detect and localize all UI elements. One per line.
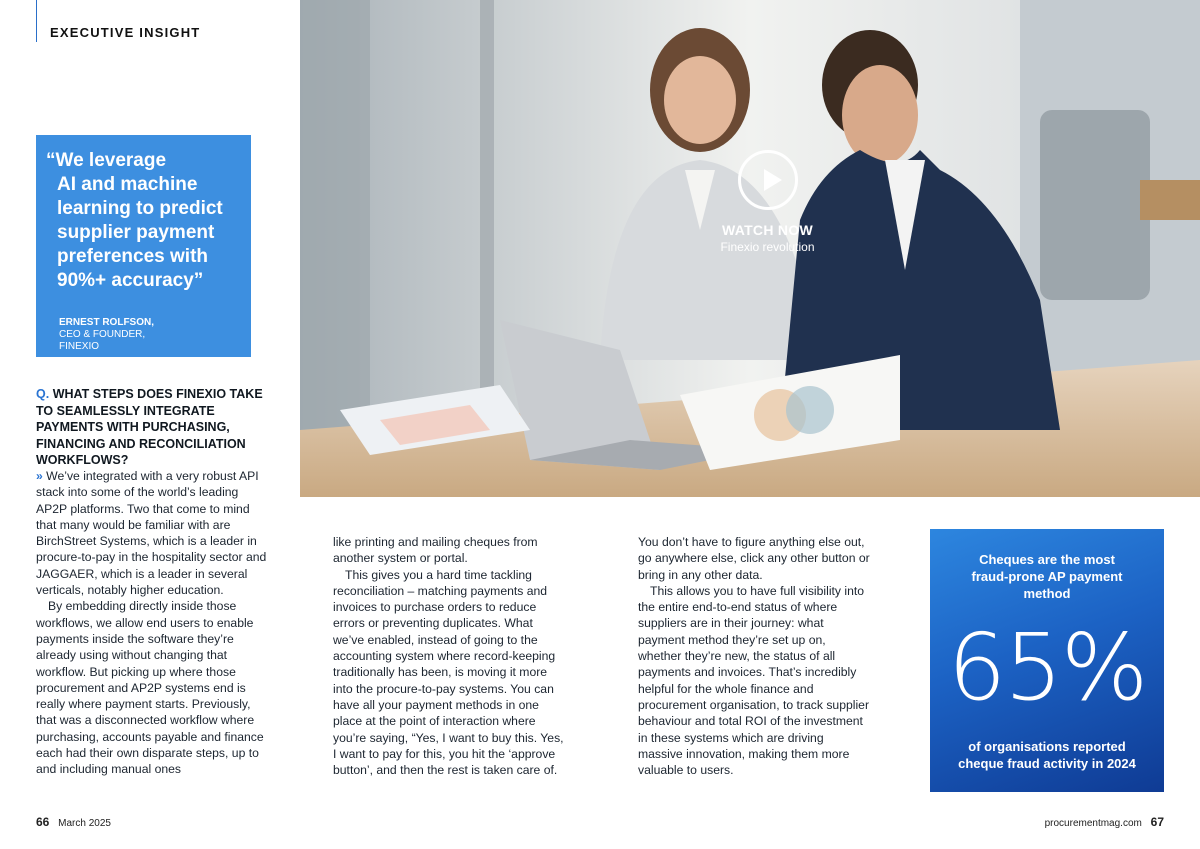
quote-text — [46, 149, 241, 293]
pull-quote — [36, 135, 251, 357]
section-label — [36, 0, 200, 42]
body-column-2 — [333, 534, 565, 778]
quote-author — [46, 317, 241, 353]
quote-line: learning to predict — [57, 198, 223, 219]
paragraph-text: We’ve integrated with a very robust API stack into some of the world’s leading AP2P platforms. Two that come to mind that many would be familiar with are BirchStreet Systems, which is a leader in procure-to-pay in the hospitality sector and JAGGAER, which is a leader in several verticals, notably higher education. — [36, 469, 267, 598]
body-column-1 — [36, 468, 268, 778]
hero-photo — [300, 0, 1200, 497]
paragraph: like printing and mailing cheques from another system or portal. — [333, 535, 538, 566]
stat-number: 65% — [947, 614, 1147, 721]
issue-date: March 2025 — [58, 818, 111, 829]
author-role: CEO & FOUNDER, — [59, 329, 146, 340]
quote-line: supplier payment — [57, 222, 215, 243]
paragraph: By embedding directly inside those workflows, we allow end users to enable payments inside the software they’re already using without changing that workflow. But picking up where those procurement and AP2P systems end is really where payment starts. Previously, that was a disconnected workflow where purchasing, accounts payable and finance each had their own disparate steps, up to and including manual ones — [36, 599, 264, 777]
video-overlay[interactable] — [700, 150, 835, 254]
stat-callout — [930, 529, 1164, 792]
site-url[interactable]: procurementmag.com — [1044, 818, 1142, 829]
section-label-text: EXECUTIVE INSIGHT — [50, 25, 201, 40]
quote-line: AI and machine — [57, 174, 198, 195]
paragraph: This allows you to have full visibility into the entire end-to-end status of where suppliers are in their journey: what payment method they’re set up on, whether they’re new, the status of all payments and invoices. That’s incredibly helpful for the whole finance and procurement organisation, to track supplier behaviour and total ROI of the investment in these systems which are driving massive innovation, making them more valuable to users. — [638, 583, 870, 778]
footer-left — [36, 815, 111, 829]
stat-caption: of organisations reported cheque fraud activity in 2024 — [958, 739, 1136, 771]
author-name: ERNEST ROLFSON, — [59, 317, 155, 328]
stat-headline: Cheques are the most fraud-prone AP payment method — [971, 552, 1123, 601]
footer-right — [1045, 815, 1164, 829]
paragraph: This gives you a hard time tackling reconciliation – matching payments and invoices to purchase orders to reduce errors or preventing duplicates. What we’ve enabled, instead of going to the accounting system where record-keeping traditionally has been, is moving it more into the procure-to-pay systems. You can have all your payment methods in one place at the point of interaction where you’re saying, “Yes, I want to buy this. Yes, I want to pay for this, you hit the ‘approve button’, and then the rest is taken care of. — [333, 567, 564, 778]
question-heading — [36, 386, 266, 469]
quote-line: 90%+ accuracy” — [57, 270, 204, 291]
page-number-left: 66 — [36, 815, 50, 829]
answer-chevron-icon: » — [36, 469, 43, 483]
author-company: FINEXIO — [59, 341, 100, 352]
quote-line: “We leverage — [46, 150, 167, 171]
paragraph — [36, 468, 268, 598]
quote-line: preferences with — [57, 246, 208, 267]
question-text: WHAT STEPS DOES FINEXIO TAKE TO SEAMLESSLY INTEGRATE PAYMENTS WITH PURCHASING, FINANCING AND RECONCILIATION WORKFLOWS? — [36, 387, 263, 467]
paragraph: You don’t have to figure anything else out, go anywhere else, click any other button or bring in any other data. — [638, 535, 870, 582]
body-column-3 — [638, 534, 870, 778]
video-subtitle: Finexio revolution — [720, 240, 815, 254]
play-icon[interactable] — [738, 150, 798, 210]
page-number-right: 67 — [1150, 815, 1164, 829]
question-prefix: Q. — [36, 387, 50, 401]
watch-now-label[interactable]: WATCH NOW — [721, 222, 814, 238]
